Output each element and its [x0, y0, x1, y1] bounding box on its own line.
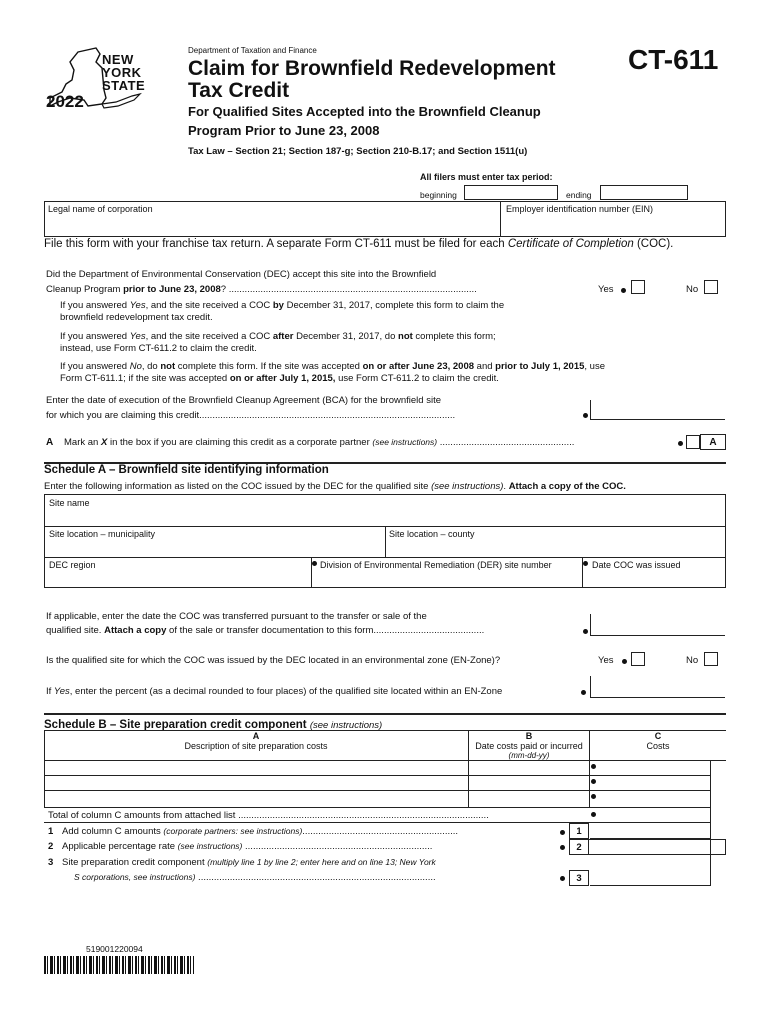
total-attached-bullet	[591, 812, 596, 817]
schedule-a-title: Schedule A – Brownfield site identifying information	[44, 464, 329, 476]
dec-no-checkbox[interactable]	[704, 280, 718, 294]
line1-bullet	[560, 830, 565, 835]
tr-c: of the sale or transfer documentation to this form..........................................	[166, 625, 485, 636]
p1d: by	[272, 300, 284, 311]
l3-i2: S corporations, see instructions)	[74, 872, 196, 882]
p3i: , use	[584, 361, 606, 372]
sa-instr-c: Attach a copy of the COC.	[508, 481, 626, 492]
dec-instruction-1	[60, 300, 620, 324]
barcode	[44, 956, 194, 974]
line3-amount-input[interactable]	[590, 870, 710, 886]
enzone-yes-checkbox[interactable]	[631, 652, 645, 666]
row2-desc-input[interactable]	[45, 776, 467, 790]
transfer-date-input[interactable]	[590, 614, 725, 636]
line2-bullet	[560, 845, 565, 850]
col-a-header	[44, 731, 468, 751]
col-b-header	[469, 731, 589, 760]
p2e: December 31, 2017, do	[293, 331, 399, 342]
pc-a: If	[46, 686, 54, 697]
l3-a: Site preparation credit component	[62, 857, 208, 868]
row1-desc-input[interactable]	[45, 761, 467, 775]
p2g: complete this form;	[412, 331, 496, 342]
line-a-checkbox[interactable]	[686, 435, 700, 449]
p1f: brownfield redevelopment tax credit.	[60, 312, 213, 323]
dec-region-label: DEC region	[49, 560, 96, 570]
p3l: use Form CT-611.2 to claim the credit.	[335, 373, 499, 384]
tax-law-reference: Tax Law – Section 21; Section 187-g; Section 210-B.17; and Section 1511(u)	[188, 146, 528, 157]
enzone-no-checkbox[interactable]	[704, 652, 718, 666]
transfer-bullet	[583, 629, 588, 634]
line3-text-2	[74, 872, 557, 883]
line1-box-label: 1	[569, 823, 589, 839]
barcode-number: 519001220094	[86, 944, 143, 954]
p2c: , and the site received a COC	[145, 331, 273, 342]
period-ending-input[interactable]	[600, 185, 688, 200]
dec-question-line1: Did the Department of Environmental Conservation (DEC) accept this site into the Brownfield	[46, 269, 437, 280]
county-label: Site location – county	[389, 529, 475, 539]
enzone-percent-input[interactable]	[590, 676, 725, 698]
file-notice-text-b: (COC).	[633, 238, 674, 250]
col-b-sublabel: (mm-dd-yy)	[508, 751, 550, 760]
line3-text	[62, 857, 557, 868]
col-c-letter: C	[654, 731, 662, 741]
dec-yes-bullet	[621, 288, 626, 293]
enzone-yes-bullet	[622, 659, 627, 664]
l2-i: (see instructions)	[177, 841, 243, 851]
row2-cost-input[interactable]	[597, 776, 709, 790]
la-dots: ...................................................	[437, 437, 575, 448]
enzone-percent-bullet	[581, 690, 586, 695]
la-a: Mark an	[64, 437, 101, 448]
file-notice	[44, 238, 673, 250]
col-c-header	[590, 731, 726, 751]
p1b: Yes	[129, 300, 146, 311]
form-number: CT-611	[628, 44, 719, 75]
col-a-label: Description of site preparation costs	[184, 741, 328, 751]
sb-title-i: (see instructions)	[309, 720, 383, 731]
bca-line1: Enter the date of execution of the Brownfield Cleanup Agreement (BCA) for the brownfield site	[46, 395, 442, 406]
bca-bullet	[583, 413, 588, 418]
row3-date-input[interactable]	[469, 791, 588, 807]
line3-bullet	[560, 876, 565, 881]
p3h: prior to July 1, 2015	[495, 361, 585, 372]
row2-date-input[interactable]	[469, 776, 588, 790]
p2d: after	[272, 331, 294, 342]
tax-year: 2022	[46, 92, 84, 111]
der-bullet	[312, 561, 317, 566]
sa-instr-a: Enter the following information as listed on the COC issued by the DEC for the qualified site	[44, 481, 432, 492]
p3d: not	[160, 361, 176, 372]
line3-number: 3	[48, 857, 54, 868]
p3e: complete this form. If the site was accepted	[175, 361, 363, 372]
p3a: If you answered	[60, 361, 130, 372]
dec-q-dots: ? ..............................................................................................	[220, 284, 477, 295]
p1c: , and the site received a COC	[145, 300, 273, 311]
enzone-question: Is the qualified site for which the COC was issued by the DEC located in an environmental zone (EN-Zone)?	[46, 655, 501, 666]
col-b-label: Date costs paid or incurred	[475, 741, 583, 751]
state-name-line1: NEW	[102, 52, 134, 67]
col-c-label: Costs	[646, 741, 670, 751]
pc-b: , enter the percent (as a decimal rounded to four places) of the qualified site located within an EN-Zone	[69, 686, 503, 697]
period-ending-label: ending	[566, 190, 592, 200]
la-x: X	[100, 437, 108, 448]
p2h: instead, use Form CT-611.2 to claim the credit.	[60, 343, 257, 354]
dec-yes-checkbox[interactable]	[631, 280, 645, 294]
col-b-letter: B	[525, 731, 533, 741]
row3-cost-input[interactable]	[597, 791, 709, 807]
line3-box-label: 3	[569, 870, 589, 886]
line2-text	[62, 841, 557, 852]
line-a-bullet	[678, 441, 683, 446]
line2-rate-input[interactable]	[589, 839, 726, 855]
p2b: Yes	[129, 331, 146, 342]
bca-date-input[interactable]	[590, 400, 725, 420]
state-name-line3: STATE	[102, 78, 146, 93]
enzone-percent-text	[46, 686, 502, 697]
bca-line2: for which you are claiming this credit.................................................................................................	[46, 410, 456, 421]
site-name-field[interactable]	[45, 495, 725, 525]
row1-date-input[interactable]	[469, 761, 588, 775]
period-beginning-label: beginning	[420, 190, 457, 200]
tr-a: qualified site.	[46, 625, 105, 636]
tr-b: Attach a copy	[104, 625, 167, 636]
row3-desc-input[interactable]	[45, 791, 467, 807]
p3b: No	[129, 361, 142, 372]
row2-bullet	[591, 779, 596, 784]
line2-box-label: 2	[569, 839, 589, 855]
l2-a: Applicable percentage rate	[62, 841, 178, 852]
l1-dots: ...........................................................	[302, 826, 459, 837]
line-a-letter: A	[46, 437, 54, 448]
form-subtitle-line2: Program Prior to June 23, 2008	[188, 123, 380, 138]
la-b: in the box if you are claiming this credit as a corporate partner	[107, 437, 373, 448]
municipality-label: Site location – municipality	[49, 529, 156, 539]
sa-instr-i: (see instructions)	[431, 481, 504, 492]
col-a-letter: A	[252, 731, 260, 741]
department-name: Department of Taxation and Finance	[188, 46, 317, 55]
line-a-box-label: A	[700, 434, 726, 450]
enzone-no-label: No	[686, 655, 699, 666]
line2-number: 2	[48, 841, 54, 852]
p3c: , do	[141, 361, 161, 372]
p1a: If you answered	[60, 300, 130, 311]
pc-i: Yes	[53, 686, 70, 697]
nys-logo	[44, 44, 154, 116]
line1-number: 1	[48, 826, 54, 837]
line-a-text	[64, 437, 674, 448]
row3-bullet	[591, 794, 596, 799]
dec-q-date: prior to June 23, 2008	[123, 284, 221, 295]
p3g: and	[474, 361, 496, 372]
l3-i: (multiply line 1 by line 2; enter here and on line 13; New York	[207, 857, 436, 867]
period-beginning-input[interactable]	[464, 185, 558, 200]
state-name-line2: YORK	[102, 65, 142, 80]
file-notice-coc: Certificate of Completion	[507, 238, 634, 250]
enzone-yes-label: Yes	[598, 655, 614, 666]
date-coc-bullet	[583, 561, 588, 566]
schedule-a-instructions	[44, 481, 626, 492]
p1e: December 31, 2017, complete this form to claim the	[283, 300, 505, 311]
form-title-line2: Tax Credit	[188, 79, 290, 102]
site-name-label: Site name	[49, 498, 90, 508]
row1-cost-input[interactable]	[597, 761, 709, 775]
sb-title: Schedule B – Site preparation credit component	[44, 719, 310, 731]
tax-period-title: All filers must enter tax period:	[420, 172, 553, 182]
legal-name-label: Legal name of corporation	[48, 204, 153, 214]
dec-question-line2	[46, 284, 596, 295]
table-right-border	[710, 760, 711, 886]
sa-instr-b: .	[503, 481, 509, 492]
p3j: Form CT-611.1; if the site was accepted	[60, 373, 230, 384]
l3-dots: ..........................................................................................	[195, 872, 436, 883]
la-i: (see instructions)	[372, 437, 438, 447]
transfer-line1: If applicable, enter the date the COC was transferred pursuant to the transfer or sale of the	[46, 611, 427, 622]
form-subtitle-line1: For Qualified Sites Accepted into the Brownfield Cleanup	[188, 104, 541, 119]
row1-bullet	[591, 764, 596, 769]
line1-amount-input[interactable]	[590, 823, 710, 839]
dec-instruction-3	[60, 361, 730, 385]
form-title-line1: Claim for Brownfield Redevelopment	[188, 57, 556, 80]
total-attached-label: Total of column C amounts from attached list ...............................................................................................	[48, 810, 489, 821]
transfer-line2	[46, 625, 581, 636]
date-coc-label: Date COC was issued	[592, 560, 681, 570]
line1-text	[62, 826, 557, 837]
p3k: on or after July 1, 2015,	[229, 373, 336, 384]
total-attached-input[interactable]	[597, 808, 709, 822]
l1-a: Add column C amounts	[62, 826, 164, 837]
p2a: If you answered	[60, 331, 130, 342]
l1-i: (corporate partners: see instructions)	[163, 826, 303, 836]
p2f: not	[398, 331, 413, 342]
dec-no-label: No	[686, 284, 699, 295]
l2-dots: .......................................................................	[242, 841, 433, 852]
file-notice-text-a: File this form with your franchise tax return. A separate Form CT-611 must be filed for each	[44, 238, 508, 250]
ein-label: Employer identification number (EIN)	[506, 204, 654, 214]
dec-q-text: Cleanup Program	[46, 284, 124, 295]
dec-yes-label: Yes	[598, 284, 614, 295]
der-number-label: Division of Environmental Remediation (DER) site number	[320, 560, 552, 570]
p3f: on or after June 23, 2008	[362, 361, 475, 372]
dec-instruction-2	[60, 331, 620, 355]
